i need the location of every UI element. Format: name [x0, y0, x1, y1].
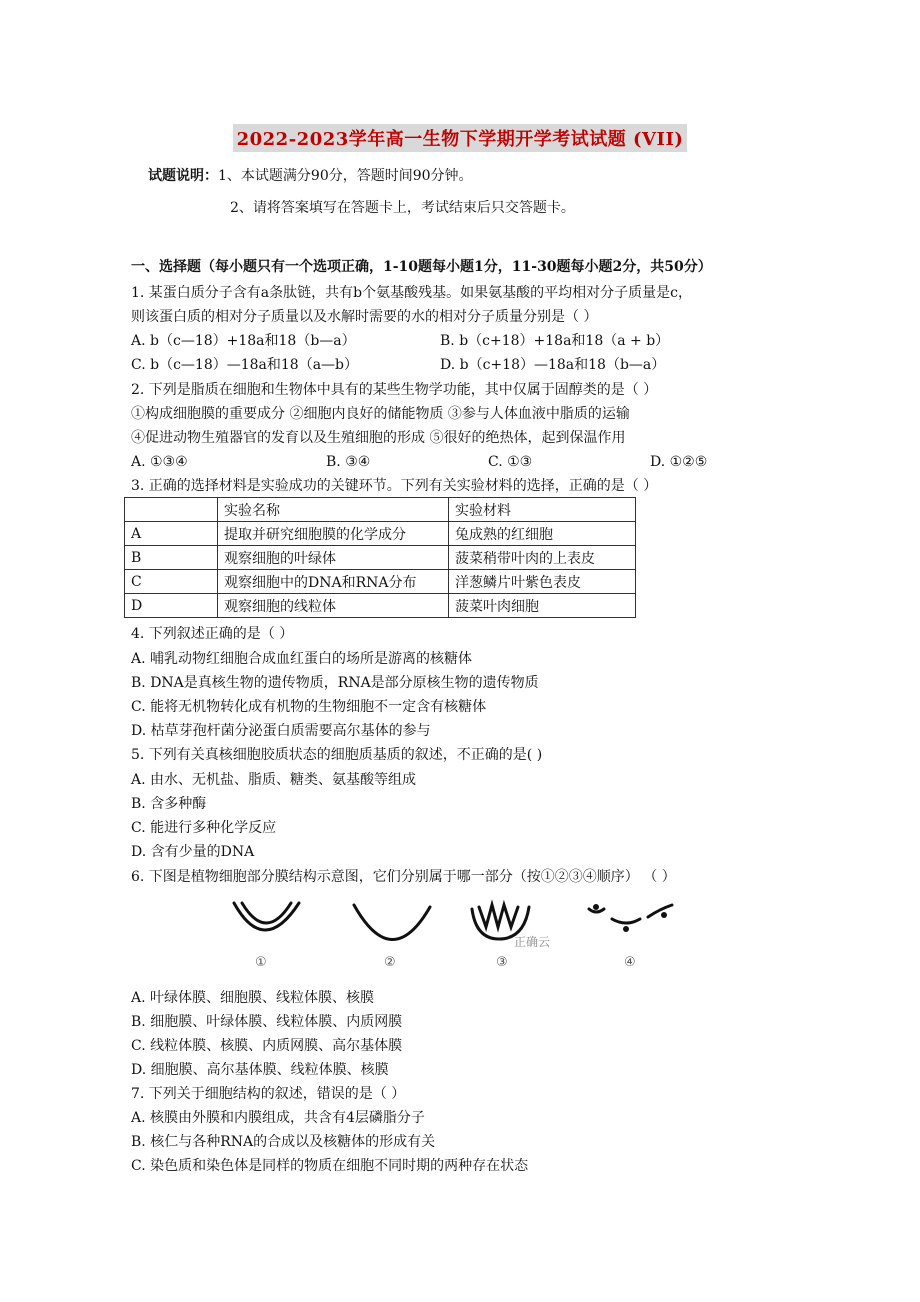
q4-option-d: D. 枯草芽孢杆菌分泌蛋白质需要高尔基体的参与 — [131, 723, 431, 739]
table-cell: 菠菜叶肉细胞 — [449, 594, 636, 618]
q5-option-c: C. 能进行多种化学反应 — [131, 820, 277, 836]
table-cell: C — [125, 570, 218, 594]
membrane-4-frag2 — [612, 919, 640, 923]
q2-option-b: B. ③④ — [326, 454, 371, 470]
q2-items-1: ①构成细胞膜的重要成分 ②细胞内良好的储能物质 ③参与人体血液中脂质的运输 — [131, 406, 630, 422]
q1-option-c: C. b（c—18）—18a和18（a—b） — [131, 357, 359, 373]
q4-option-a: A. 哺乳动物红细胞合成血红蛋白的场所是游离的核糖体 — [131, 651, 473, 667]
table-header-row — [125, 498, 636, 522]
table-header-cell: 实验名称 — [218, 498, 449, 522]
table-cell: B — [125, 546, 218, 570]
instructions-line-2: 2、请将答案填写在答题卡上，考试结束后只交答题卡。 — [230, 200, 575, 216]
membrane-figure — [224, 895, 694, 975]
q4-option-c: C. 能将无机物转化成有机物的生物细胞不一定含有核糖体 — [131, 699, 487, 715]
membrane-4-pore — [623, 926, 629, 932]
table-cell: 洋葱鳞片叶紫色表皮 — [449, 570, 636, 594]
q4-stem: 4. 下列叙述正确的是（ ） — [131, 626, 294, 642]
table-row — [125, 594, 636, 618]
figure-label-1: ① — [255, 955, 267, 970]
table-cell: 兔成熟的红细胞 — [449, 522, 636, 546]
instructions-line-1 — [148, 166, 473, 186]
watermark-text: 正确云 — [514, 935, 551, 949]
figure-label-2: ② — [384, 955, 396, 970]
q6-option-d: D. 细胞膜、高尔基体膜、线粒体膜、核膜 — [131, 1062, 389, 1078]
q2-option-d: D. ①②⑤ — [650, 454, 708, 470]
q2-stem: 2. 下列是脂质在细胞和生物体中具有的某些生物学功能，其中仅属于固醇类的是（ ） — [131, 382, 658, 398]
table-row — [125, 522, 636, 546]
q7-option-c: C. 染色质和染色体是同样的物质在细胞不同时期的两种存在状态 — [131, 1158, 529, 1174]
q5-option-d: D. 含有少量的DNA — [131, 844, 255, 860]
table-header-cell: 实验材料 — [449, 498, 636, 522]
instructions-label: 试题说明： — [148, 168, 218, 184]
q1-stem-1: 1. 某蛋白质分子含有a条肽链，共有b个氨基酸残基。如果氨基酸的平均相对分子质量是c， — [131, 285, 692, 301]
q5-option-b: B. 含多种酶 — [131, 796, 207, 812]
membrane-4-pore — [661, 912, 667, 918]
table-cell: D — [125, 594, 218, 618]
exam-title: 2022-2023学年高一生物下学期开学考试试题 (VII) — [233, 124, 688, 152]
table-cell: 观察细胞的叶绿体 — [218, 546, 449, 570]
table-cell: 观察细胞的线粒体 — [218, 594, 449, 618]
table-row — [125, 570, 636, 594]
instructions-text-1: 1、本试题满分90分，答题时间90分钟。 — [218, 168, 473, 184]
q1-option-b: B. b（c+18）+18a和18（a + b） — [440, 333, 670, 349]
membrane-3-folds — [479, 905, 518, 927]
q7-stem: 7. 下列关于细胞结构的叙述，错误的是（ ） — [131, 1086, 406, 1102]
table-cell: 观察细胞中的DNA和RNA分布 — [218, 570, 449, 594]
q6-stem: 6. 下图是植物细胞部分膜结构示意图，它们分别属于哪一部分（按①②③④顺序） （ ） — [131, 869, 676, 885]
figure-label-4: ④ — [624, 955, 636, 970]
q7-option-a: A. 核膜由外膜和内膜组成，共含有4层磷脂分子 — [131, 1110, 425, 1126]
table-row — [125, 546, 636, 570]
q6-option-b: B. 细胞膜、叶绿体膜、线粒体膜、内质网膜 — [131, 1014, 403, 1030]
q2-items-2: ④促进动物生殖器官的发育以及生殖细胞的形成 ⑤很好的绝热体，起到保温作用 — [131, 430, 626, 446]
q3-experiment-table — [124, 497, 636, 618]
q2-option-a: A. ①③④ — [131, 454, 188, 470]
figure-label-3: ③ — [496, 955, 508, 970]
q6-option-c: C. 线粒体膜、核膜、内质网膜、高尔基体膜 — [131, 1038, 403, 1054]
q1-option-d: D. b（c+18）—18a和18（b—a） — [440, 357, 666, 373]
q5-option-a: A. 由水、无机盐、脂质、糖类、氨基酸等组成 — [131, 772, 417, 788]
q3-stem: 3. 正确的选择材料是实验成功的关键环节。下列有关实验材料的选择，正确的是（ ） — [131, 478, 658, 494]
table-cell: A — [125, 522, 218, 546]
q6-option-a: A. 叶绿体膜、细胞膜、线粒体膜、核膜 — [131, 990, 375, 1006]
table-header-cell — [125, 498, 218, 522]
section-1-heading: 一、选择题（每小题只有一个选项正确，1-10题每小题1分，11-30题每小题2分，共50分） — [131, 259, 712, 275]
membrane-4-pore — [593, 904, 599, 910]
q7-option-b: B. 核仁与各种RNA的合成以及核糖体的形成有关 — [131, 1134, 436, 1150]
membrane-4-frag3 — [648, 905, 672, 917]
membrane-2 — [354, 905, 430, 940]
q4-option-b: B. DNA是真核生物的遗传物质，RNA是部分原核生物的遗传物质 — [131, 675, 539, 691]
q5-stem: 5. 下列有关真核细胞胶质状态的细胞质基质的叙述，不正确的是( ) — [131, 747, 543, 763]
exam-title-wrap — [0, 124, 920, 152]
table-cell: 提取并研究细胞膜的化学成分 — [218, 522, 449, 546]
q1-option-a: A. b（c—18）+18a和18（b—a） — [131, 333, 356, 349]
q2-option-c: C. ①③ — [488, 454, 533, 470]
q1-stem-2: 则该蛋白质的相对分子质量以及水解时需要的水的相对分子质量分别是（ ） — [131, 309, 598, 325]
table-cell: 菠菜稍带叶肉的上表皮 — [449, 546, 636, 570]
